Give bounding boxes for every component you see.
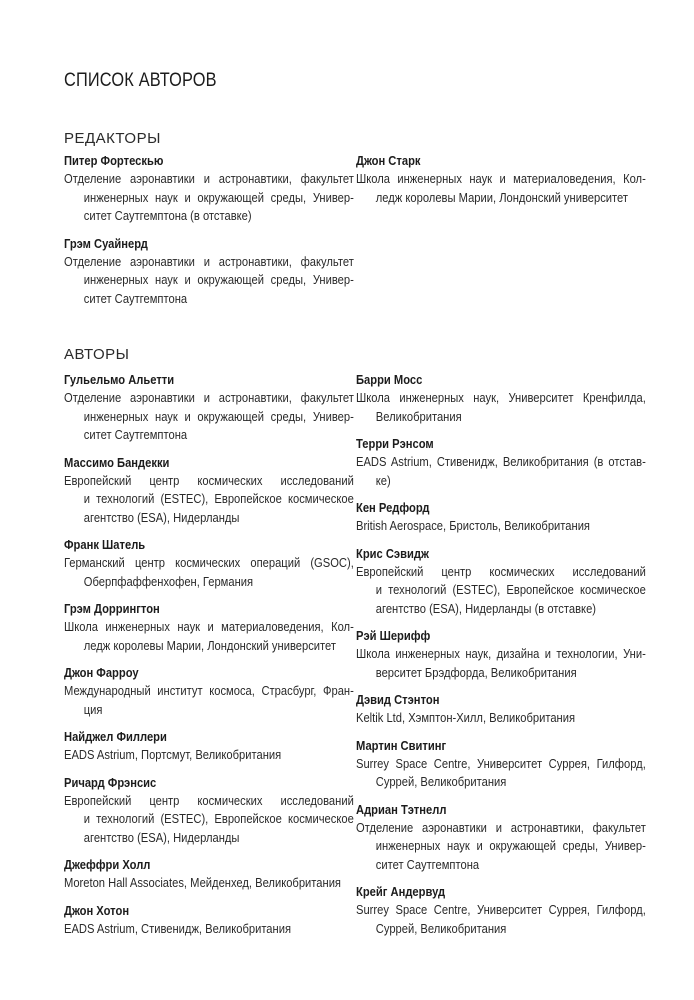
editors-left-column	[64, 152, 354, 317]
author-entry	[356, 371, 646, 426]
author-name: Адриан Тэтнелл	[356, 801, 447, 817]
affiliation-line: ситет Саутгемптона	[83, 290, 188, 306]
author-entry	[356, 801, 646, 875]
author-entry	[64, 371, 354, 445]
author-name: Джон Фарроу	[64, 665, 139, 680]
author-entry	[64, 536, 354, 591]
affiliation-line: инженерных наук и окружающей среды, Универ-	[83, 408, 354, 424]
author-name: Терри Рэнсом	[356, 436, 434, 451]
author-name: Джон Хотон	[64, 902, 130, 918]
affiliation-line: Европейский центр космических исследований	[64, 472, 354, 488]
author-affiliation	[356, 709, 646, 728]
affiliation-line: Суррей, Великобритания	[375, 920, 507, 936]
author-entry	[356, 435, 646, 490]
affiliation-line: инженерных наук и окружающей среды, Универ-	[375, 838, 646, 853]
affiliation-line: Европейский центр космических исследований	[64, 792, 354, 808]
author-entry	[356, 152, 646, 207]
affiliation-line: Международный институт космоса, Страсбург, Фран-	[64, 683, 354, 698]
affiliation-line: Европейский центр космических исследований	[356, 563, 646, 579]
author-affiliation	[64, 472, 354, 528]
affiliation-line: агентство (ESA), Нидерланды (в отставке)	[375, 600, 597, 616]
author-name: Гульельмо Альетти	[64, 372, 175, 387]
affiliation-line: Школа инженерных наук и материаловедения, Кол-	[356, 171, 646, 186]
affiliation-line: Германский центр космических операций (GSOC),	[64, 555, 354, 570]
author-name: Крейг Андервуд	[356, 884, 446, 899]
author-affiliation	[356, 170, 646, 207]
affiliation-line: EADS Astrium, Стивенидж, Великобритания (в отстав-	[356, 454, 646, 469]
affiliation-line: Surrey Space Centre, Университет Суррея, Гилфорд,	[356, 902, 646, 917]
author-entry	[356, 737, 646, 792]
affiliation-line: ледж королевы Марии, Лондонский университет	[83, 637, 336, 653]
affiliation-line: ция	[83, 701, 103, 717]
affiliation-line: ке)	[375, 472, 391, 488]
author-entry	[64, 856, 354, 893]
author-affiliation	[64, 920, 354, 939]
affiliation-line: и технологий (ESTEC), Европейское космическое	[375, 582, 646, 597]
authors-right-column	[356, 371, 646, 947]
author-affiliation	[64, 792, 354, 848]
affiliation-line: ситет Саутгемптона	[83, 427, 188, 442]
author-affiliation	[356, 563, 646, 619]
author-affiliation	[64, 554, 354, 591]
author-entry	[64, 152, 354, 226]
author-name: Рэй Шерифф	[356, 628, 431, 643]
author-name: Грэм Доррингтон	[64, 601, 160, 616]
author-affiliation	[356, 755, 646, 792]
affiliation-line: Школа инженерных наук и материаловедения, Кол-	[64, 619, 354, 634]
affiliation-line: Surrey Space Centre, Университет Суррея, Гилфорд,	[356, 755, 646, 771]
editors-heading: РЕДАКТОРЫ	[64, 130, 161, 147]
authors-heading: АВТОРЫ	[64, 346, 130, 363]
affiliation-line: Keltik Ltd, Хэмптон-Хилл, Великобритания	[356, 710, 576, 725]
author-entry	[64, 454, 354, 528]
author-affiliation	[356, 517, 646, 536]
author-name: Джон Старк	[356, 153, 421, 168]
affiliation-line: Отделение аэронавтики и астронавтики, факультет	[356, 819, 646, 835]
author-affiliation	[356, 819, 646, 875]
affiliation-line: Великобритания	[375, 408, 462, 424]
author-affiliation	[64, 682, 354, 719]
affiliation-line: инженерных наук и окружающей среды, Универ-	[83, 189, 354, 205]
affiliation-line: верситет Брэдфорда, Великобритания	[375, 664, 577, 680]
author-affiliation	[356, 453, 646, 490]
affiliation-line: British Aerospace, Бристоль, Великобритания	[356, 518, 591, 533]
affiliation-line: Moreton Hall Associates, Мейденхед, Великобритания	[64, 875, 342, 890]
page-title: СПИСОК АВТОРОВ	[64, 70, 217, 91]
author-name: Питер Фортескью	[64, 153, 164, 168]
author-entry	[64, 902, 354, 939]
author-name: Найджел Филлери	[64, 729, 167, 744]
author-affiliation	[356, 645, 646, 682]
author-affiliation	[356, 389, 646, 426]
author-name: Франк Шатель	[64, 537, 146, 552]
author-entry	[64, 235, 354, 309]
affiliation-line: ситет Саутгемптона (в отставке)	[83, 208, 252, 223]
authors-left-column	[64, 371, 354, 947]
affiliation-line: ледж королевы Марии, Лондонский университет	[375, 189, 628, 205]
affiliation-line: Школа инженерных наук, Университет Кренфилда,	[356, 390, 646, 405]
affiliation-line: и технологий (ESTEC), Европейское космическое	[83, 811, 354, 826]
author-affiliation	[356, 901, 646, 938]
affiliation-line: и технологий (ESTEC), Европейское космическое	[83, 491, 354, 506]
author-affiliation	[64, 874, 354, 893]
author-affiliation	[64, 253, 354, 309]
author-entry	[356, 627, 646, 682]
author-name: Джеффри Холл	[64, 857, 151, 872]
author-name: Грэм Суайнерд	[64, 235, 148, 251]
author-name: Мартин Свитинг	[356, 737, 447, 753]
affiliation-line: EADS Astrium, Портсмут, Великобритания	[64, 747, 282, 762]
affiliation-line: Суррей, Великобритания	[375, 774, 507, 789]
editors-right-column	[356, 152, 646, 216]
author-name: Массимо Бандекки	[64, 454, 170, 470]
author-name: Ричард Фрэнсис	[64, 774, 157, 790]
author-name: Кен Редфорд	[356, 500, 430, 515]
author-entry	[356, 545, 646, 619]
affiliation-line: Отделение аэронавтики и астронавтики, факультет	[64, 171, 354, 186]
author-entry	[356, 499, 646, 536]
affiliation-line: Школа инженерных наук, дизайна и технологии, Уни-	[356, 646, 646, 661]
author-affiliation	[64, 389, 354, 445]
author-entry	[64, 728, 354, 765]
affiliation-line: Отделение аэронавтики и астронавтики, факультет	[64, 253, 354, 269]
author-affiliation	[64, 618, 354, 655]
affiliation-line: Оберпфаффенхофен, Германия	[83, 573, 254, 589]
author-name: Барри Мосс	[356, 372, 423, 387]
author-entry	[64, 664, 354, 719]
affiliation-line: инженерных наук и окружающей среды, Универ-	[83, 272, 354, 287]
author-entry	[356, 691, 646, 728]
author-entry	[64, 600, 354, 655]
author-entry	[64, 774, 354, 848]
author-affiliation	[64, 170, 354, 226]
affiliation-line: ситет Саутгемптона	[375, 856, 480, 872]
affiliation-line: агентство (ESA), Нидерланды	[83, 509, 240, 525]
author-entry	[356, 883, 646, 938]
affiliation-line: Отделение аэронавтики и астронавтики, факультет	[64, 390, 354, 405]
author-name: Дэвид Стэнтон	[356, 692, 440, 707]
affiliation-line: агентство (ESA), Нидерланды	[83, 829, 240, 845]
author-affiliation	[64, 746, 354, 765]
affiliation-line: EADS Astrium, Стивенидж, Великобритания	[64, 920, 292, 936]
author-name: Крис Сэвидж	[356, 545, 429, 561]
